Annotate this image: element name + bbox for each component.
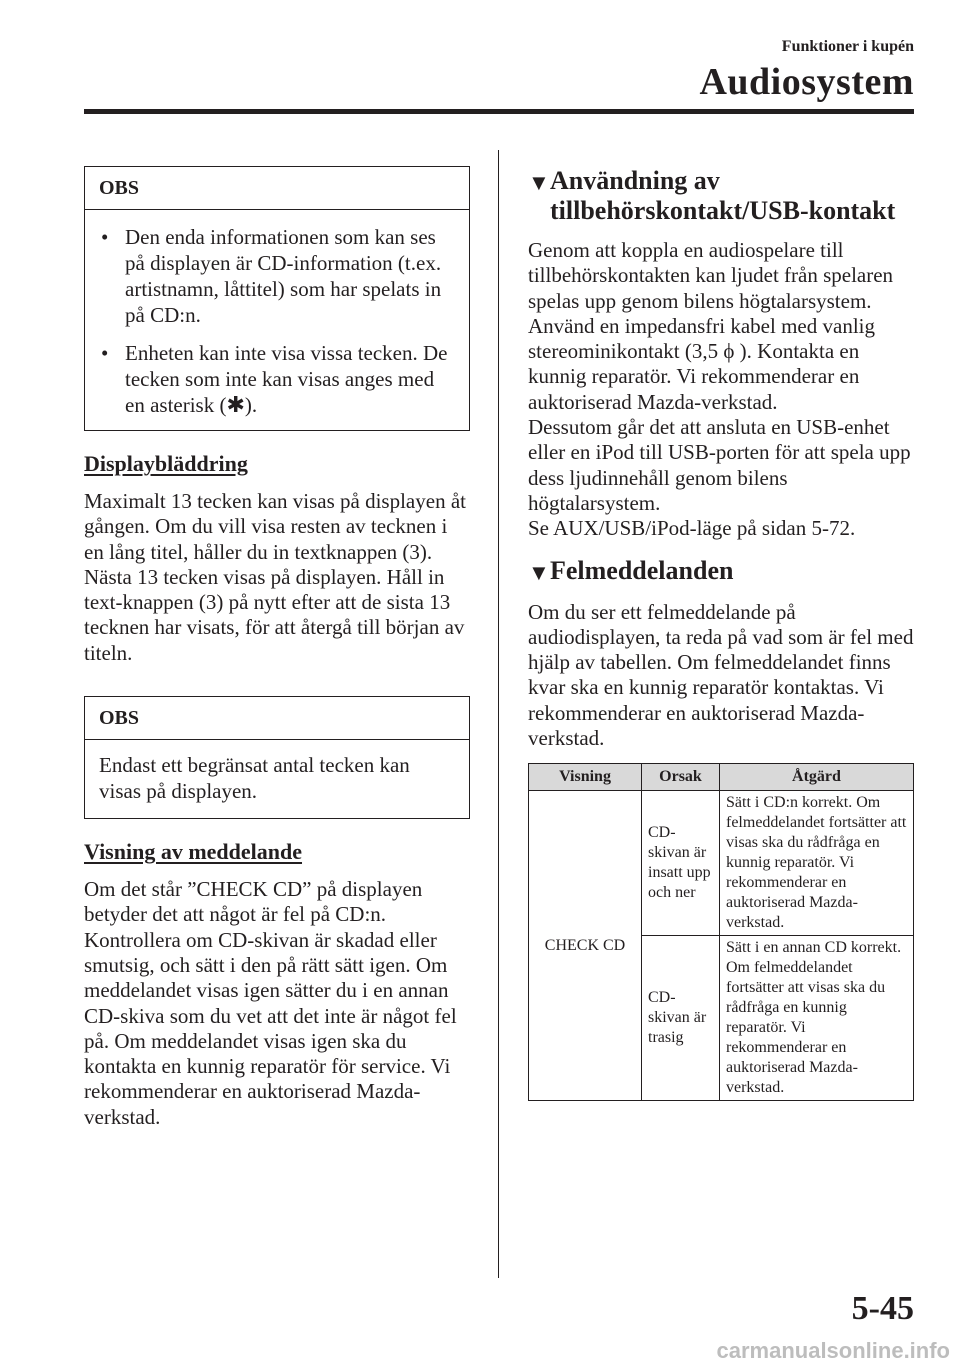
display-scroll-text: Maximalt 13 tecken kan visas på displayen åt gången. Om du vill visa resten av tecknen i en lång titel, håller du in textknappen (3). Nästa 13 tecken visas på displayen. Håll in text-knappen (3) på nytt efter att de sista 13 tecknen har visats, för att återgå till början av titeln. bbox=[84, 489, 466, 665]
obs-box-1 bbox=[84, 166, 470, 431]
page-title: Audiosystem bbox=[699, 61, 914, 103]
obs-box-1-item-2: • Enheten kan inte visa vissa tecken. De tecken som inte kan visas anges med en asterisk (✱). bbox=[101, 341, 448, 417]
triangle-icon: ▼ bbox=[528, 170, 550, 195]
table-header-action: Åtgärd bbox=[720, 764, 914, 791]
column-divider bbox=[498, 150, 499, 1278]
error-table bbox=[528, 763, 914, 1101]
table-header-cause: Orsak bbox=[642, 764, 720, 791]
asterisk-icon: ✱ bbox=[226, 392, 245, 417]
obs-box-2 bbox=[84, 696, 470, 819]
aux-usb-heading: ▼ Användning av tillbehörskontakt/USB-kontakt bbox=[528, 166, 896, 225]
obs-box-1-item-1: • Den enda informationen som kan ses på displayen är CD-information (t.ex. artistnamn, låttitel) som har spelats in på CD:n. bbox=[101, 225, 442, 327]
aux-text-4: Se AUX/USB/iPod-läge på sidan 5-72. bbox=[528, 516, 856, 541]
obs-box-2-title: OBS bbox=[85, 697, 469, 740]
table-cell-action: Sätt i CD:n korrekt. Om felmeddelandet fortsätter att visas ska du rådfråga en kunnig reparatör. Vi rekommenderar en auktoriserad Mazda-verkstad. bbox=[720, 791, 914, 936]
error-messages-text: Om du ser ett felmeddelande på audiodisplayen, ta reda på vad som är fel med hjälp av tabellen. Om felmeddelandet finns kvar ska en kunnig reparatör kontaktas. Vi rekommenderar en auktoriserad Mazda-verkstad. bbox=[528, 599, 914, 751]
table-header-display: Visning bbox=[529, 764, 642, 791]
obs-box-1-title: OBS bbox=[85, 167, 469, 210]
aux-text-2: Använd en impedansfri kabel med vanlig stereominikontakt (3,5 ϕ ). Kontakta en kunnig reparatör. Vi rekommenderar en auktoriserad Mazda-verkstad. bbox=[528, 313, 875, 414]
right-column bbox=[528, 166, 914, 1101]
message-display-text: Om det står ”CHECK CD” på displayen betyder det att något är fel på CD:n. Kontrollera om CD-skivan är skadad eller smutsig, och sätt i den på rätt sätt igen. Om meddelandet visas igen sätter du i en annan CD-skiva som du vet att det inte är något fel på. Om meddelandet visas igen ska du kontakta en kunnig reparatör för service. Vi rekommenderar en auktoriserad Mazda-verkstad. bbox=[84, 877, 457, 1129]
left-column bbox=[84, 166, 470, 1130]
table-row bbox=[529, 791, 914, 936]
table-cell-display: CHECK CD bbox=[529, 791, 642, 1101]
triangle-icon: ▼ bbox=[528, 559, 550, 585]
section-label: Funktioner i kupén bbox=[781, 38, 914, 55]
message-display-heading: Visning av meddelande bbox=[84, 839, 303, 865]
aux-text-1: Genom att koppla en audiospelare till tillbehörskontakten kan ljudet från spelaren spelas upp genom bilens högtalarsystem. bbox=[528, 238, 894, 313]
table-cell-action: Sätt i en annan CD korrekt. Om felmeddelandet fortsätter att visas ska du rådfråga en kunnig reparatör. Vi rekommenderar en auktoriserad Mazda-verkstad. bbox=[720, 936, 914, 1101]
header-rule bbox=[84, 109, 914, 114]
display-scroll-heading: Displaybläddring bbox=[84, 451, 248, 476]
table-cell-cause: CD-skivan är insatt upp och ner bbox=[642, 791, 720, 936]
error-messages-heading: ▼ Felmeddelanden bbox=[528, 556, 914, 588]
table-cell-cause: CD-skivan är trasig bbox=[642, 936, 720, 1101]
watermark: carmanualsonline.info bbox=[716, 1338, 950, 1363]
obs-box-2-text: Endast ett begränsat antal tecken kan visas på displayen. bbox=[99, 753, 410, 804]
table-header-row bbox=[529, 764, 914, 791]
page-number: 5-45 bbox=[851, 1290, 914, 1327]
bullet-icon: • bbox=[101, 225, 109, 249]
bullet-icon: • bbox=[101, 341, 109, 365]
aux-text-3: Dessutom går det att ansluta en USB-enhet eller en iPod till USB-porten för att spela upp dess ljudinnehåll genom bilens högtalarsystem. bbox=[528, 415, 911, 515]
